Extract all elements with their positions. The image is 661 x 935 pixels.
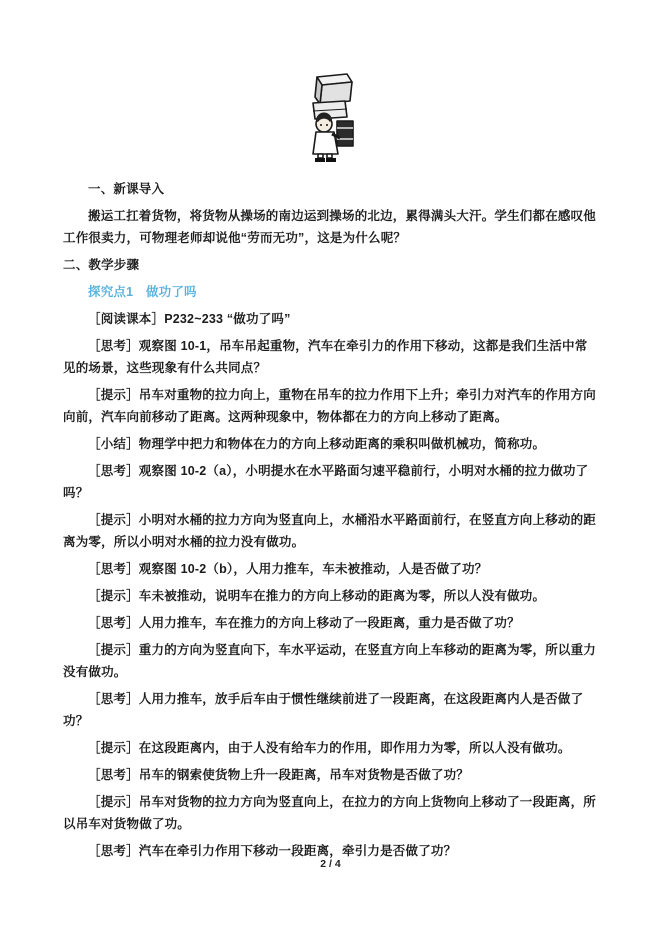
- intro-paragraph: 搬运工扛着货物，将货物从操场的南边运到操场的北边，累得满头大汗。学生们都在感叹他工作很卖力，可物理老师却说他“劳而无功”，这是为什么呢？: [63, 209, 597, 245]
- section-heading-new-lesson: 一、新课导入: [88, 182, 165, 196]
- porter-illustration: [293, 72, 369, 166]
- section-heading-steps: 二、教学步骤: [63, 258, 140, 272]
- hint-paragraph: ［提示］小明对水桶的拉力方向为竖直向上，水桶沿水平路面前行，在竖直方向上移动的距离为零，所以小明对水桶的拉力没有做功。: [63, 513, 597, 549]
- hint-paragraph: ［提示］车未被推动，说明车在推力的方向上移动的距离为零，所以人没有做功。: [88, 589, 546, 603]
- page-number: 2 / 4: [320, 858, 341, 870]
- think-paragraph: ［思考］观察图 10-2（a），小明提水在水平路面匀速平稳前行，小明对水桶的拉力做功了吗？: [63, 464, 589, 500]
- think-paragraph: ［思考］观察图 10-2（b），人用力推车，车未被推动，人是否做了功？: [88, 562, 488, 576]
- hint-paragraph: ［提示］吊车对重物的拉力向上，重物在吊车的拉力作用下上升；牵引力对汽车的作用方向向前，汽车向前移动了距离。这两种现象中，物体都在力的方向上移动了距离。: [63, 388, 597, 424]
- think-paragraph: ［思考］人用力推车，放手后车由于惯性继续前进了一段距离，在这段距离内人是否做了功？: [63, 692, 584, 728]
- reading-task-paragraph: ［阅读课本］P232~233 “做功了吗”: [88, 312, 291, 326]
- document-body: [63, 176, 600, 867]
- hint-paragraph: ［提示］在这段距离内，由于人没有给车力的作用，即作用力为零，所以人没有做功。: [88, 741, 571, 755]
- summary-paragraph: ［小结］物理学中把力和物体在力的方向上移动距离的乘积叫做机械功，简称功。: [88, 437, 546, 451]
- explore-point-heading: 探究点1 做功了吗: [88, 285, 197, 299]
- hint-paragraph: ［提示］吊车对货物的拉力方向为竖直向上，在拉力的方向上货物向上移动了一段距离，所以吊车对货物做了功。: [63, 795, 597, 831]
- think-paragraph: ［思考］汽车在牵引力作用下移动一段距离，牵引力是否做了功？: [88, 844, 457, 858]
- porter-carrying-goods-icon: [293, 72, 369, 166]
- think-paragraph: ［思考］人用力推车，车在推力的方向上移动了一段距离，重力是否做了功？: [88, 616, 520, 630]
- hint-paragraph: ［提示］重力的方向为竖直向下，车水平运动，在竖直方向上车移动的距离为零，所以重力没有做功。: [63, 643, 597, 679]
- think-paragraph: ［思考］吊车的钢索使货物上升一段距离，吊车对货物是否做了功？: [88, 768, 470, 782]
- think-paragraph: ［思考］观察图 10-1，吊车吊起重物，汽车在牵引力的作用下移动，这都是我们生活中常见的场景，这些现象有什么共同点？: [63, 339, 588, 375]
